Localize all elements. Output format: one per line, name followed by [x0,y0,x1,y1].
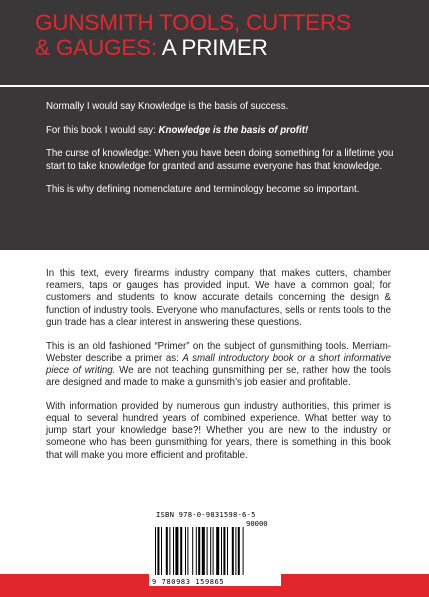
top-paragraph-2-prefix: For this book I would say: [46,124,159,136]
barcode-bar [166,527,168,575]
barcode-bar [187,527,188,575]
barcode-bar [173,527,174,575]
barcode-bars [154,527,276,577]
barcode-bar [175,527,178,575]
barcode-bar [202,527,205,575]
body-paragraph-1: In this text, every firearms industry company that makes cutters, chamber reamers, taps or gauges has provided input. We have a common goal; for customers and students to know accurate details concerning the design & function of industry tools. Everyone who manufactures, sells or rents tools to the gun trade has a clear interest in answering these questions. [46,268,391,328]
title-red-line2: & GAUGES: [35,35,157,60]
top-paragraph-2 [46,125,396,137]
barcode-bar [243,527,244,575]
barcode-bar [238,527,240,575]
barcode-bar [196,527,197,575]
barcode-bar [207,527,208,575]
isbn-label: ISBN 978-0-9831598-6-5 [156,510,256,519]
top-paragraph-3: The curse of knowledge: When you have been doing something for a lifetime you start to take knowledge for granted and assume everyone has that knowledge. [46,148,394,172]
barcode-bar [198,527,200,575]
body-paragraph-3: With information provided by numerous gun industry authorities, this primer is equal to several hundred years of combined experience. What better way to jump start your knowledge base?! Whether you are new to the industry or someone who has been gunsmithing for years, there is something in this book that will make you more efficient and profitable. [46,400,391,461]
barcode-bar [157,527,159,575]
barcode-bar [210,527,211,575]
barcode-bar [221,527,222,575]
book-title [35,10,415,60]
barcode-bar [223,527,225,575]
title-separator [0,85,429,87]
barcode-bar [227,527,228,575]
barcode-bar [169,527,170,575]
price-code: 90000 [246,519,268,528]
barcode-bar [232,527,234,575]
body-paragraph-2 [46,341,391,390]
top-paragraph-1: Normally I would say Knowledge is the basis of success. [46,101,289,112]
barcode-bar [192,527,193,575]
body-paragraph-2-definition: A small introductory book or a short informative piece of writing. [46,352,391,376]
barcode-digits: 9 780983 159865 [152,578,225,586]
top-paragraph-4: This is why defining nomenclature and terminology become so important. [46,184,360,196]
top-blurb [46,101,396,208]
barcode-bar [161,527,162,575]
barcode-bar [180,527,182,575]
title-white-part: A PRIMER [156,35,268,60]
body-paragraph-2-a: This is an old fashioned “Primer” on the subject of gunsmithing tools. Merriam-Webster describe a primer as: [46,340,391,364]
body-paragraph-2-b: We are not teaching gunsmithing per se, rather how the tools are designed and made to make a gunsmith’s job easier and profitable. [46,364,391,389]
back-cover-text [46,268,391,473]
barcode-bar [185,527,186,575]
barcode-bar [216,527,219,575]
top-panel [0,0,429,250]
title-red-line1: GUNSMITH TOOLS, CUTTERS [35,10,351,35]
barcode-bar [213,527,214,575]
top-paragraph-2-emphasis: Knowledge is the basis of profit! [158,124,309,136]
barcode-bar [235,527,236,575]
barcode-bar [155,527,156,575]
